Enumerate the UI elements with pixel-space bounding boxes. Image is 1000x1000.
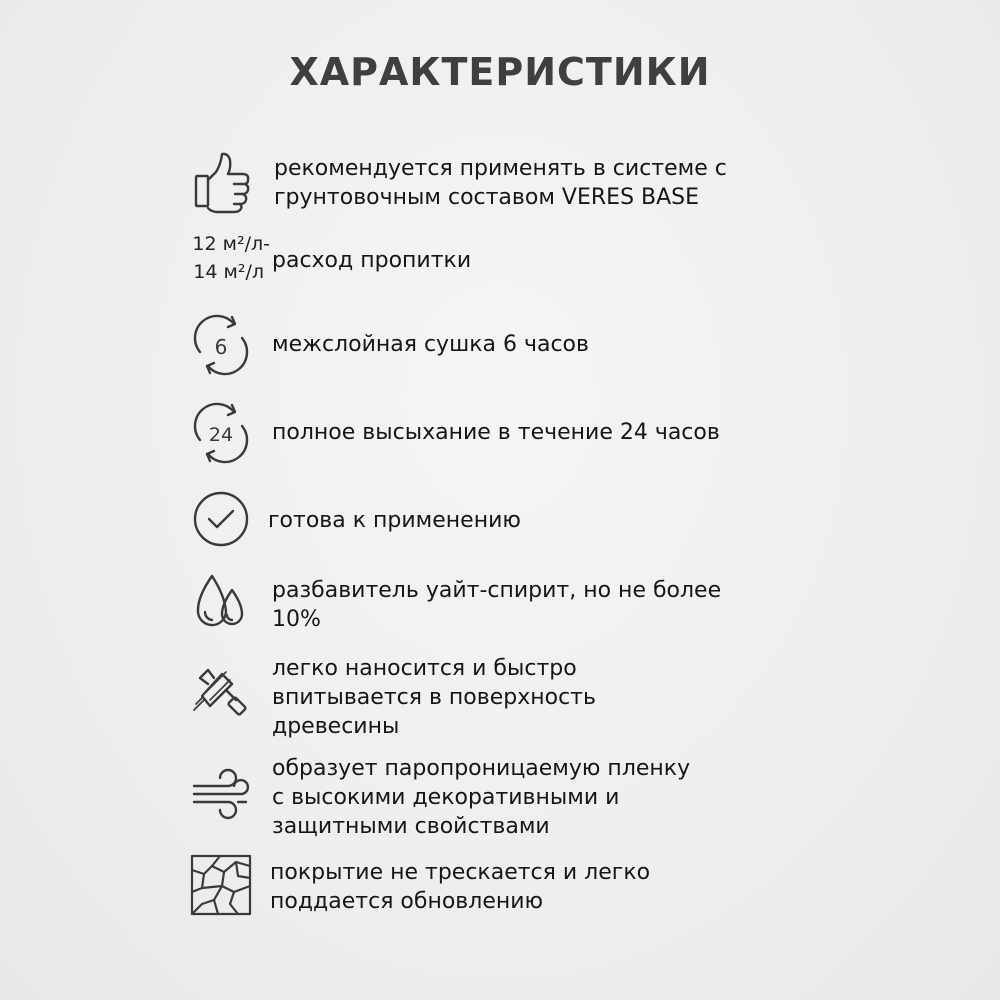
thumbs-up-icon (188, 148, 254, 214)
feature-text: легко наносится и быстро впитывается в поверхность древесины (272, 656, 596, 739)
feature-text: межслойная сушка 6 часов (272, 332, 589, 357)
feature-text: образует паропроницаемую пленку с высокими декоративными и защитными свойствами (272, 756, 691, 839)
feature-text: разбавитель уайт-спирит, но не более 10% (272, 578, 722, 632)
drops-icon (188, 570, 254, 636)
refresh-6-icon (188, 312, 254, 378)
paint-roller-icon (188, 660, 254, 726)
page-title: ХАРАКТЕРИСТИКИ (289, 50, 711, 94)
feature-text: расход пропитки (272, 248, 472, 273)
refresh-24-icon (188, 400, 254, 466)
consumption-rate-line2: 14 м²/л (193, 261, 264, 283)
feature-text: готова к применению (268, 508, 521, 533)
consumption-rate-line1: 12 м²/л- (192, 233, 270, 255)
check-circle-icon (188, 486, 254, 552)
refresh-24-number: 24 (208, 424, 234, 446)
wind-icon (188, 760, 254, 826)
refresh-6-number: 6 (214, 335, 228, 359)
feature-text: полное высыхание в течение 24 часов (272, 420, 720, 445)
crack-icon (188, 852, 254, 918)
feature-text: рекомендуется применять в системе с грунтовочным составом VERES BASE (274, 156, 727, 210)
feature-text: покрытие не трескается и легко поддается обновлению (270, 860, 651, 914)
